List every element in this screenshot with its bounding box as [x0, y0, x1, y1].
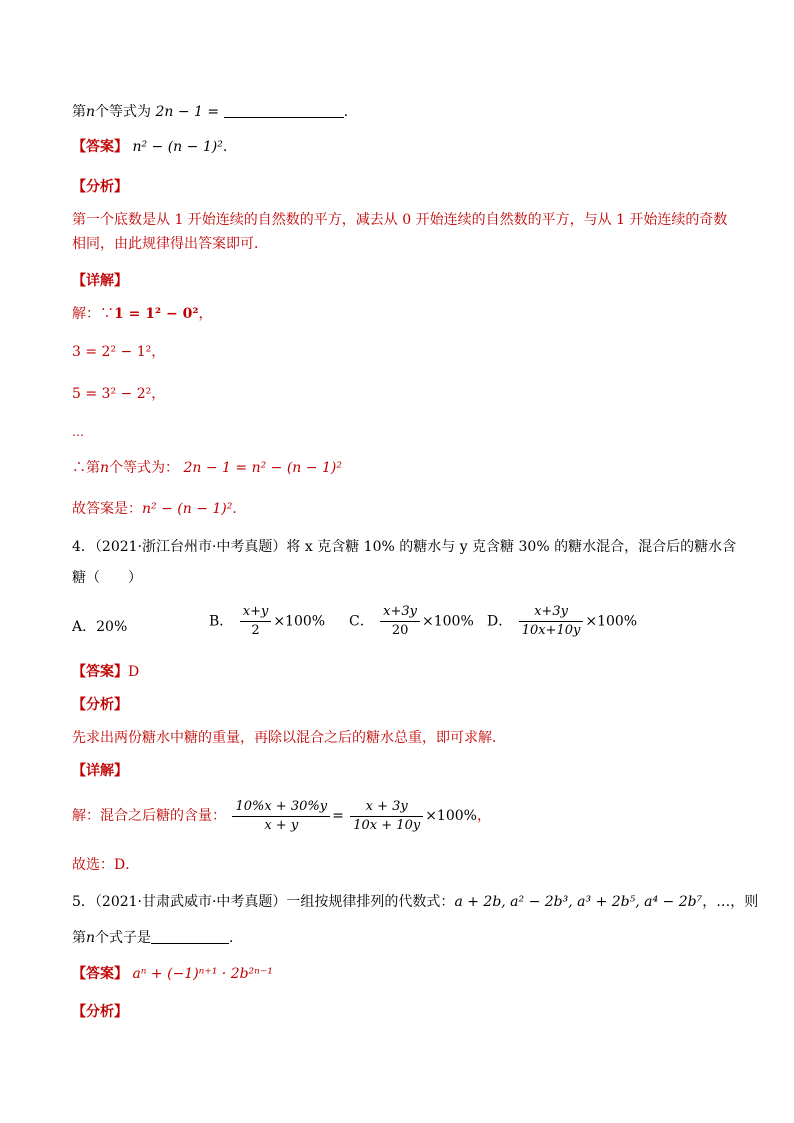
- q4-stem-line2: 糖（ ）: [72, 570, 142, 586]
- q3-analysis-label: 【分析】: [72, 179, 128, 195]
- q3-final-expr: n² − (n − 1)²: [142, 501, 233, 517]
- q4-stem-line1: 4．（2021·浙江台州市·中考真题）将 x 克含糖 10% 的糖水与 y 克含糖 30% 的糖水混合，混合后的糖水含: [72, 539, 737, 555]
- q3-conclusion-mid: 个等式为：: [109, 460, 180, 476]
- q3-prompt-expr: 2n − 1 =: [155, 104, 220, 120]
- q4-option-d-denominator: 10x+10y: [521, 623, 581, 638]
- q4-detail-suffix: ×100%: [425, 808, 477, 824]
- q3-conclusion-n: n: [100, 460, 110, 476]
- q4-answer: [72, 663, 139, 681]
- q3-conclusion-expr: 2n − 1 = n² − (n − 1)²: [183, 460, 342, 476]
- q4-option-b-fraction: [240, 604, 272, 639]
- q3-analysis-line2: 相同，由此规律得出答案即可．: [72, 236, 268, 252]
- q5-analysis-label: 【分析】: [72, 1004, 128, 1020]
- q4-detail-pre: 解：混合之后糖的含量：: [72, 808, 226, 824]
- q3-detail-l1-pre: 解：∵: [72, 306, 114, 322]
- q5-stem-expr: a + 2b, a² − 2b³, a³ + 2b⁵, a⁴ − 2b⁷: [454, 894, 703, 910]
- q4-analysis-text: 先求出两份糖水中糖的重量，再除以混合之后的糖水总重，即可求解．: [72, 730, 506, 746]
- q4-option-d-label: D．: [487, 613, 513, 630]
- q5-stem-pre: 5．（2021·甘肃武威市·中考真题）一组按规律排列的代数式：: [72, 894, 455, 910]
- q4-option-b-numerator: x+y: [240, 604, 272, 622]
- q3-prompt: [72, 103, 348, 121]
- q4-option-b-label: B．: [209, 613, 234, 630]
- q4-option-d-numerator: x+3y: [519, 604, 584, 622]
- q4-answer-value: D: [128, 664, 140, 680]
- q3-detail-label: 【详解】: [72, 273, 128, 289]
- q4-option-a-value: 20%: [96, 619, 128, 635]
- q3-answer-end: .: [222, 139, 228, 155]
- q4-analysis-label: 【分析】: [72, 697, 128, 713]
- q4-option-c[interactable]: [349, 604, 474, 639]
- q4-detail-f1-denominator: x + y: [264, 817, 299, 833]
- q4-detail-f2-numerator: x + 3y: [350, 799, 423, 817]
- q3-conclusion: [72, 459, 342, 477]
- q3-detail-l2-expr: 3 = 2² − 1²: [72, 344, 152, 360]
- q3-answer: [72, 138, 227, 156]
- q4-detail-end: ，: [476, 808, 491, 824]
- q4-option-c-label: C．: [349, 613, 374, 630]
- q4-option-c-suffix: ×100%: [422, 613, 474, 630]
- q4-detail-line: [72, 798, 491, 834]
- q4-option-a-label: A．: [72, 619, 97, 635]
- q4-final: 故选：D．: [72, 857, 140, 873]
- q4-detail-f2-denominator: 10x + 10y: [353, 817, 421, 833]
- q3-final-end: .: [232, 501, 237, 517]
- q5-answer-expr: aⁿ + (−1)ⁿ⁺¹ · 2b²ⁿ⁻¹: [132, 966, 273, 982]
- q3-answer-blank[interactable]: [224, 103, 344, 118]
- q4-option-b-suffix: ×100%: [273, 613, 326, 630]
- q4-option-b[interactable]: [209, 604, 325, 639]
- q3-detail-l2-end: ，: [151, 344, 166, 360]
- q4-analysis-tag: [72, 696, 128, 714]
- q3-answer-expr: n² − (n − 1)²: [132, 139, 223, 155]
- q5-analysis-tag: [72, 1003, 128, 1021]
- q5-answer-blank[interactable]: [151, 929, 229, 944]
- q3-final-pre: 故答案是：: [72, 501, 142, 517]
- q3-ellipsis: …: [72, 425, 84, 439]
- q3-conclusion-pre: ∴第: [72, 460, 100, 476]
- q4-option-c-denominator: 20: [391, 623, 409, 638]
- q3-detail-line1: [72, 305, 212, 323]
- q4-option-c-numerator: x+3y: [380, 604, 420, 622]
- q4-detail-fraction-1: [232, 799, 330, 834]
- q4-detail-label: 【详解】: [72, 763, 128, 779]
- q3-answer-tag: 【答案】: [72, 139, 128, 155]
- q5-line2-end: .: [229, 930, 234, 946]
- q4-detail-fraction-2: [350, 799, 423, 834]
- q3-detail-l3-expr: 5 = 3² − 2²: [72, 386, 152, 402]
- q3-detail-l3-end: ，: [151, 386, 166, 402]
- q5-answer: [72, 965, 273, 983]
- q5-line2-pre: 第: [72, 930, 86, 946]
- q3-detail-l1-expr: 1 = 1² − 0²: [114, 306, 199, 322]
- q5-line2-post: 个式子是: [95, 930, 152, 946]
- q3-analysis-tag: [72, 178, 128, 196]
- q4-answer-tag: 【答案】: [72, 664, 128, 680]
- q3-prompt-post: 个等式为: [95, 104, 152, 120]
- q3-prompt-n: n: [86, 104, 96, 120]
- q5-stem-end: ，…，则: [702, 894, 759, 910]
- q4-option-d-suffix: ×100%: [585, 613, 638, 630]
- q5-stem-line1: [72, 893, 758, 911]
- q3-prompt-pre: 第: [72, 104, 86, 120]
- q4-detail-tag: [72, 762, 128, 780]
- q3-detail-l1-end: ，: [198, 306, 213, 322]
- q5-line2-n: n: [86, 930, 96, 946]
- q4-option-d[interactable]: [487, 604, 637, 639]
- q3-analysis-line1: 第一个底数是从 1 开始连续的自然数的平方，减去从 0 开始连续的自然数的平方，与从 1 开始连续的奇数: [72, 212, 728, 228]
- q5-stem-line2: [72, 929, 233, 947]
- q4-detail-f1-numerator: 10%x + 30%y: [232, 799, 330, 817]
- q3-prompt-end: .: [343, 104, 349, 120]
- q3-detail-line2: [72, 343, 165, 361]
- q4-option-a[interactable]: [72, 616, 127, 636]
- q3-final: [72, 500, 237, 518]
- q4-detail-equals: =: [332, 808, 344, 824]
- q4-option-c-fraction: [380, 604, 420, 639]
- q5-answer-tag: 【答案】: [72, 966, 128, 982]
- q4-option-d-fraction: [519, 604, 584, 639]
- q3-detail-tag: [72, 272, 128, 290]
- q3-detail-line3: [72, 385, 165, 403]
- q4-option-b-denominator: 2: [251, 623, 260, 638]
